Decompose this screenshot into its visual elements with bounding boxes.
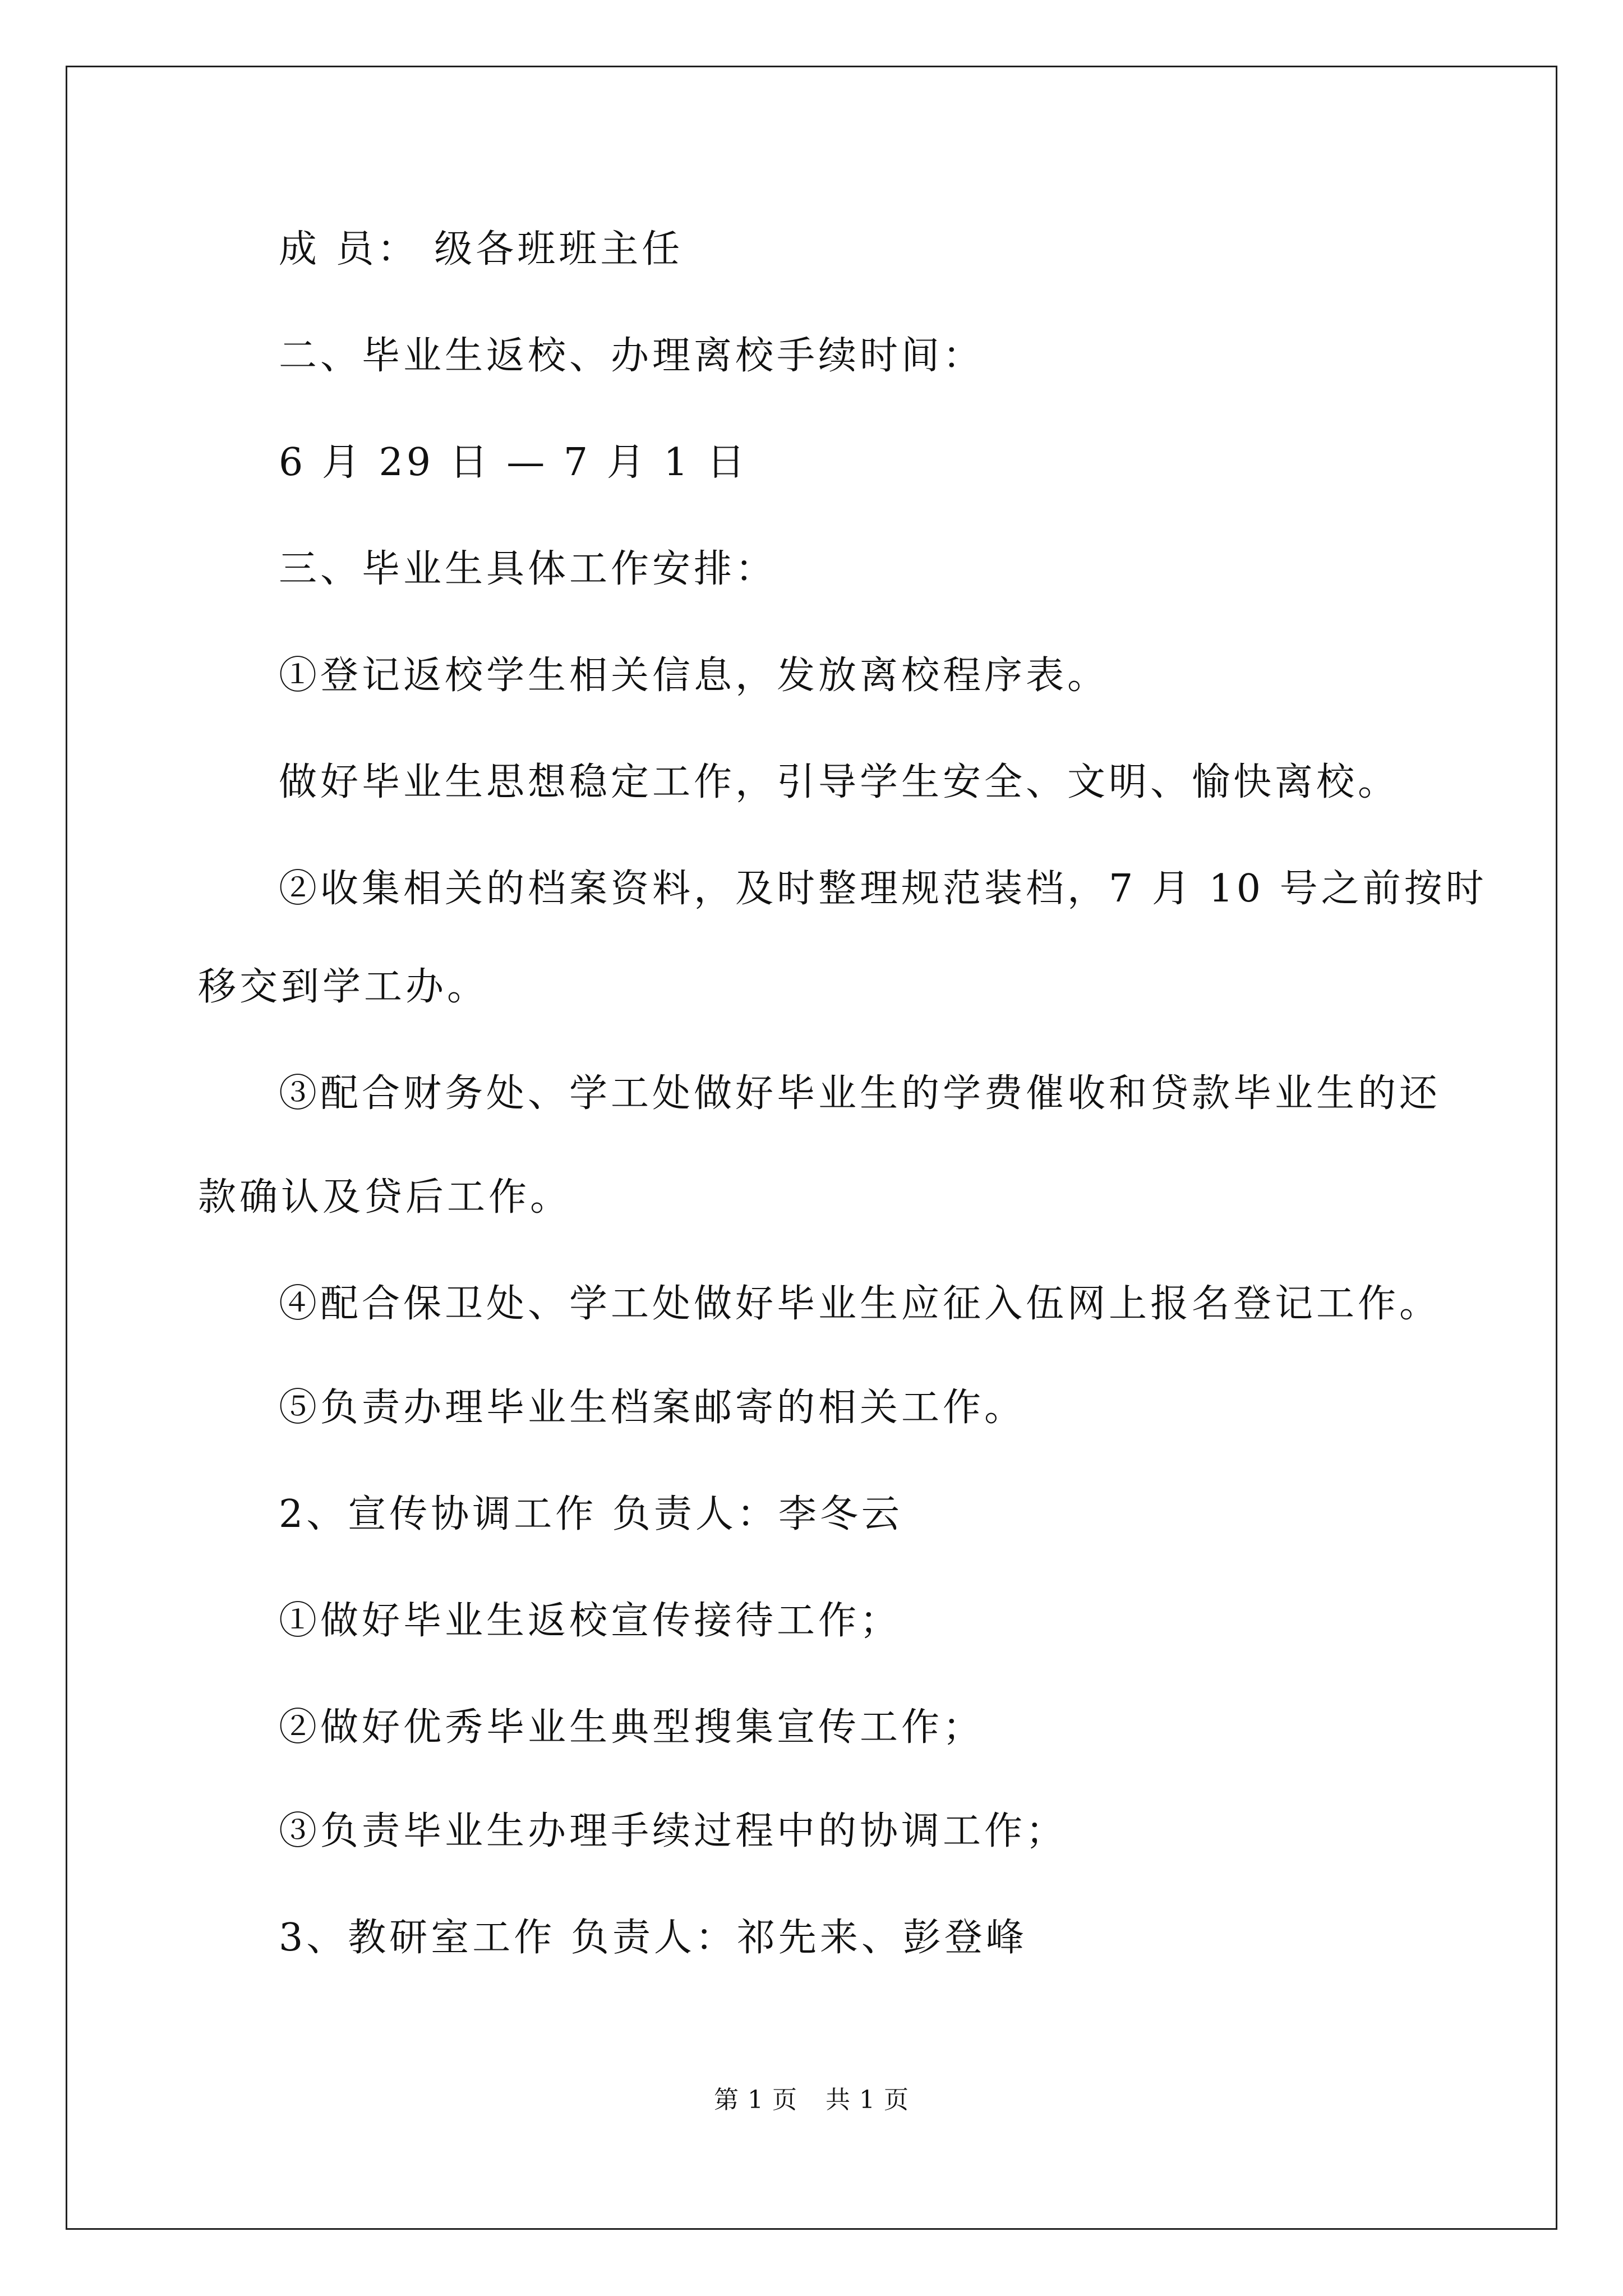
text-line-item-1-cont: 做好毕业生思想稳定工作，引导学生安全、文明、愉快离校。 bbox=[279, 760, 1400, 804]
page-border bbox=[66, 66, 1557, 2230]
text-line-item-2-wrap: 移交到学工办。 bbox=[198, 965, 489, 1009]
text-line-section-three: 三、毕业生具体工作安排： bbox=[279, 547, 777, 591]
text-line-publicity-3: ③负责毕业生办理手续过程中的协调工作； bbox=[279, 1809, 1068, 1853]
text-line-teaching-heading: 3、教研室工作 负责人：祁先来、彭登峰 bbox=[279, 1916, 1027, 1960]
text-line-item-2: ②收集相关的档案资料，及时整理规范装档，7 月 10 号之前按时 bbox=[279, 867, 1487, 911]
text-line-item-3-wrap: 款确认及贷后工作。 bbox=[198, 1175, 572, 1220]
text-line-publicity-heading: 2、宣传协调工作 负责人：李冬云 bbox=[279, 1492, 903, 1536]
text-line-item-4: ④配合保卫处、学工处做好毕业生应征入伍网上报名登记工作。 bbox=[279, 1282, 1441, 1326]
text-line-publicity-2: ②做好优秀毕业生典型搜集宣传工作； bbox=[279, 1705, 985, 1750]
text-line-item-1: ①登记返校学生相关信息，发放离校程序表。 bbox=[279, 654, 1109, 698]
text-line-publicity-1: ①做好毕业生返校宣传接待工作； bbox=[279, 1599, 902, 1643]
page-number-total: 共 1 页 bbox=[826, 2086, 909, 2114]
text-line-section-two: 二、毕业生返校、办理离校手续时间： bbox=[279, 334, 985, 378]
page-number-current: 第 1 页 bbox=[714, 2086, 797, 2114]
text-line-item-5: ⑤负责办理毕业生档案邮寄的相关工作。 bbox=[279, 1386, 1026, 1430]
text-line-item-3: ③配合财务处、学工处做好毕业生的学费催收和贷款毕业生的还 bbox=[279, 1071, 1441, 1116]
text-line-members: 成 员： 级各班班主任 bbox=[279, 227, 684, 272]
page-footer bbox=[0, 2086, 1623, 2115]
text-line-dates: 6 月 29 日 — 7 月 1 日 bbox=[279, 440, 749, 485]
